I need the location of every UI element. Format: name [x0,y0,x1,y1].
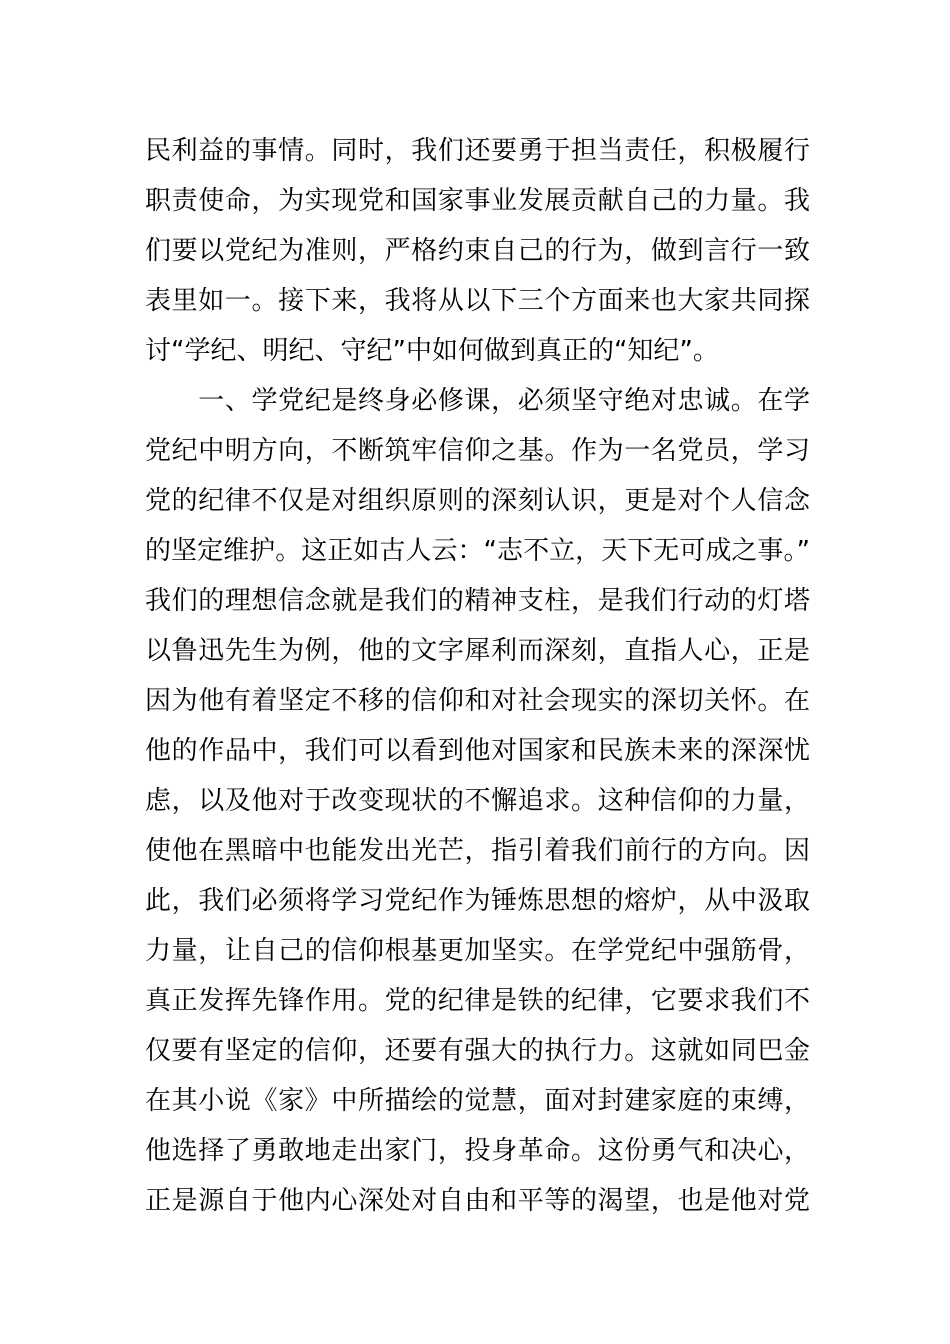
text-line: 党的纪律不仅是对组织原则的深刻认识，更是对个人信念 [145,486,810,516]
text-line: 讨“学纪、明纪、守纪”中如何做到真正的“知纪”。 [145,336,719,366]
text-line: 党纪中明方向，不断筑牢信仰之基。作为一名党员，学习 [145,436,810,466]
text-line: 民利益的事情。同时，我们还要勇于担当责任，积极履行 [145,136,810,166]
text-line: 在其小说《家》中所描绘的觉慧，面对封建家庭的束缚， [145,1086,810,1116]
text-line: 仅要有坚定的信仰，还要有强大的执行力。这就如同巴金 [145,1036,810,1066]
text-line: 以鲁迅先生为例，他的文字犀利而深刻，直指人心，正是 [145,636,810,666]
text-line: 真正发挥先锋作用。党的纪律是铁的纪律，它要求我们不 [145,986,810,1016]
text-line: 使他在黑暗中也能发出光芒，指引着我们前行的方向。因 [145,836,810,866]
text-line: 表里如一。接下来，我将从以下三个方面来也大家共同探 [145,286,810,316]
text-line: 因为他有着坚定不移的信仰和对社会现实的深切关怀。在 [145,686,810,716]
text-line: 他的作品中，我们可以看到他对国家和民族未来的深深忧 [145,736,810,766]
text-line: 他选择了勇敢地走出家门，投身革命。这份勇气和决心， [145,1136,810,1166]
body-text [145,126,810,1226]
text-line: 一、学党纪是终身必修课，必须坚守绝对忠诚。在学 [145,386,810,416]
text-line: 虑，以及他对于改变现状的不懈追求。这种信仰的力量， [145,786,810,816]
text-line: 力量，让自己的信仰根基更加坚实。在学党纪中强筋骨， [145,936,810,966]
text-line: 们要以党纪为准则，严格约束自己的行为，做到言行一致 [145,236,810,266]
text-line: 的坚定维护。这正如古人云：“志不立，天下无可成之事。” [145,536,810,566]
text-line: 我们的理想信念就是我们的精神支柱，是我们行动的灯塔 [145,586,810,616]
text-line: 正是源自于他内心深处对自由和平等的渴望，也是他对党 [145,1186,810,1216]
text-line: 此，我们必须将学习党纪作为锤炼思想的熔炉，从中汲取 [145,886,810,916]
text-line: 职责使命，为实现党和国家事业发展贡献自己的力量。我 [145,186,810,216]
